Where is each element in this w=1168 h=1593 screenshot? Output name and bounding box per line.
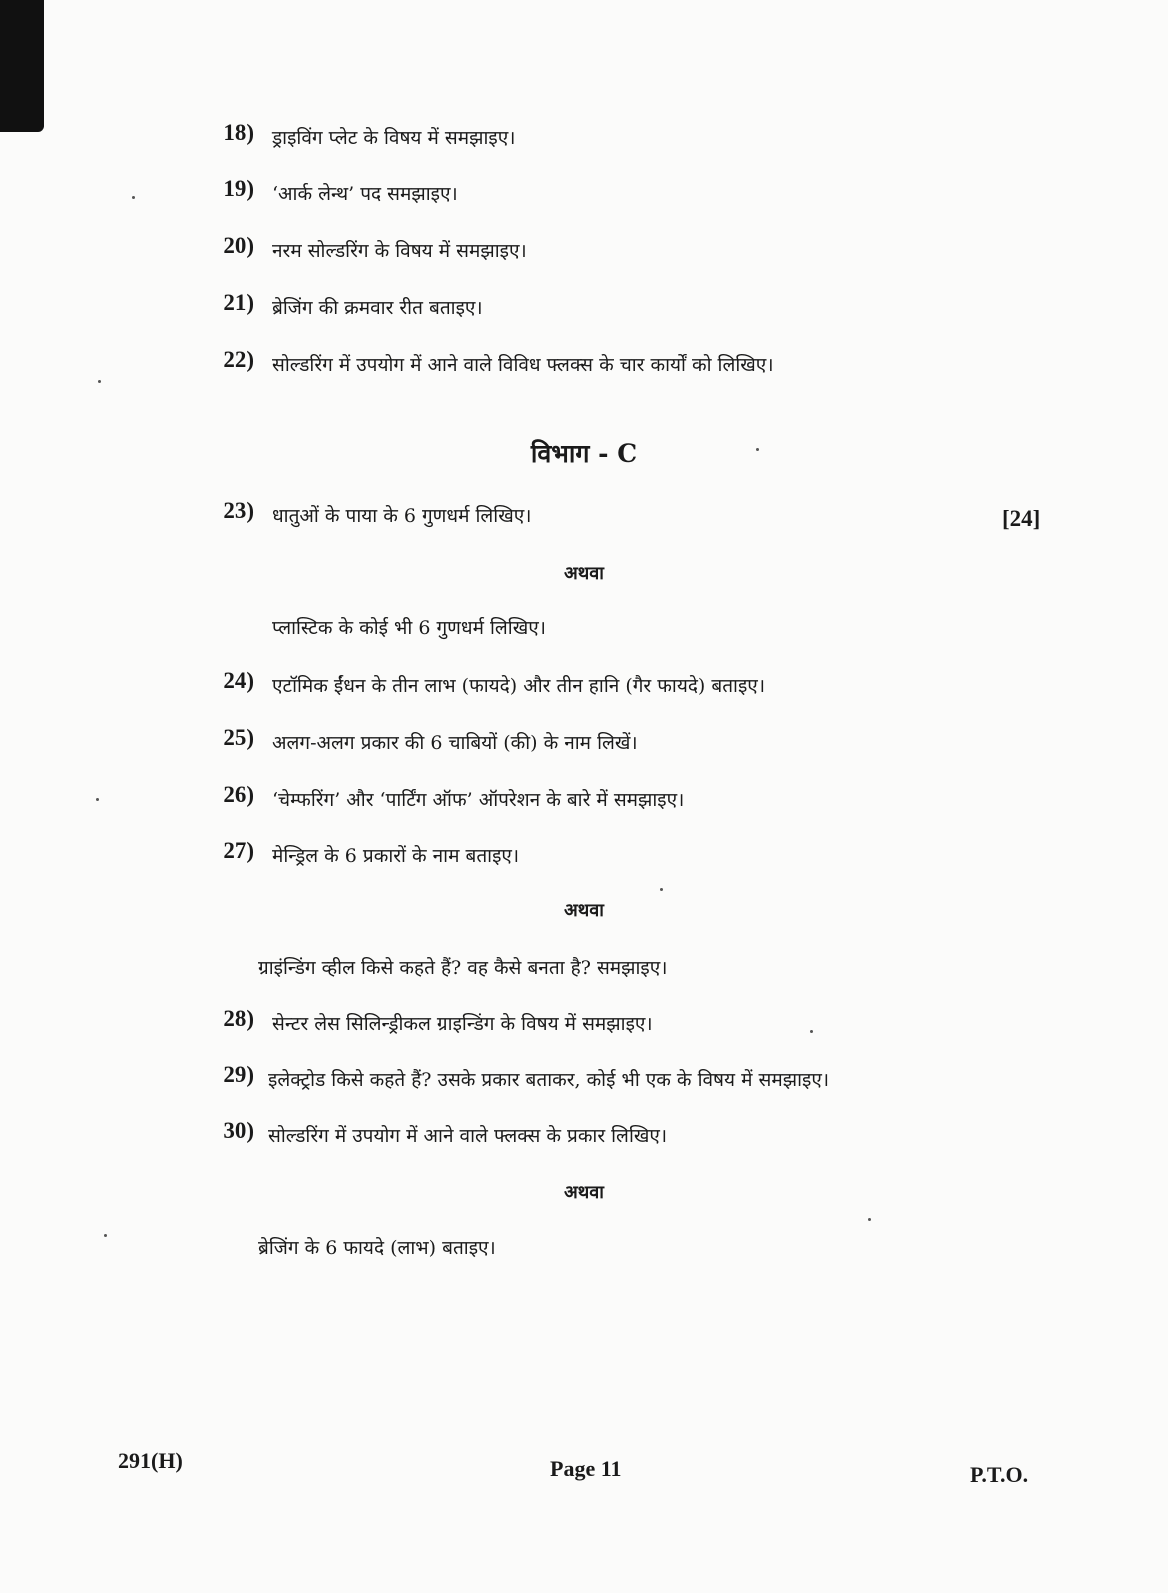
alternative-question-text: ग्राइंन्डिंग व्हील किसे कहते हैं? वह कैसे बनता है? समझाइए। xyxy=(258,957,668,979)
scan-binding-edge xyxy=(0,0,44,132)
section-marks: [24] xyxy=(1002,506,1041,531)
question-number: 21) xyxy=(223,290,254,315)
question-text: अलग-अलग प्रकार की 6 चाबियों (की) के नाम लिखें। xyxy=(272,732,638,754)
question-number: 26) xyxy=(223,782,254,807)
question-text: नरम सोल्डरिंग के विषय में समझाइए। xyxy=(272,240,527,262)
question-text: मेन्ड्रिल के 6 प्रकारों के नाम बताइए। xyxy=(272,845,520,867)
or-separator: अथवा xyxy=(564,563,604,584)
or-separator: अथवा xyxy=(564,900,604,921)
question-number: 28) xyxy=(223,1006,254,1031)
question-number: 22) xyxy=(223,347,254,372)
scan-speck xyxy=(756,448,759,451)
question-text: ड्राइविंग प्लेट के विषय में समझाइए। xyxy=(272,127,516,149)
alternative-question-text: ब्रेजिंग के 6 फायदे (लाभ) बताइए। xyxy=(258,1237,496,1259)
question-number: 20) xyxy=(223,233,254,258)
or-separator: अथवा xyxy=(564,1182,604,1203)
question-number: 18) xyxy=(223,120,254,145)
question-number: 27) xyxy=(223,838,254,863)
scan-speck xyxy=(868,1218,871,1221)
scan-speck xyxy=(132,196,135,199)
question-text: ब्रेजिंग की क्रमवार रीत बताइए। xyxy=(272,297,483,319)
question-text: धातुओं के पाया के 6 गुणधर्म लिखिए। xyxy=(272,505,532,527)
question-text: ‘चेम्फरिंग’ और ‘पार्टिंग ऑफ’ ऑपरेशन के बारे में समझाइए। xyxy=(272,789,685,811)
scan-speck xyxy=(660,888,663,891)
question-number: 25) xyxy=(223,725,254,750)
question-text: सोल्डरिंग में उपयोग में आने वाले फ्लक्स के प्रकार लिखिए। xyxy=(268,1125,668,1147)
please-turn-over: P.T.O. xyxy=(970,1462,1029,1487)
question-number: 30) xyxy=(223,1118,254,1143)
question-text: सेन्टर लेस सिलिन्ड्रीकल ग्राइन्डिंग के विषय में समझाइए। xyxy=(272,1013,653,1035)
question-number: 19) xyxy=(223,176,254,201)
question-text: सोल्डरिंग में उपयोग में आने वाले विविध फ्लक्स के चार कार्यों को लिखिए। xyxy=(272,354,774,376)
alternative-question-text: प्लास्टिक के कोई भी 6 गुणधर्म लिखिए। xyxy=(272,617,546,639)
question-text: ‘आर्क लेन्थ’ पद समझाइए। xyxy=(272,183,458,205)
question-text: इलेक्ट्रोड किसे कहते हैं? उसके प्रकार बताकर, कोई भी एक के विषय में समझाइए। xyxy=(268,1069,830,1091)
question-number: 23) xyxy=(223,498,254,523)
scan-speck xyxy=(96,798,99,801)
section-title: विभाग - C xyxy=(530,439,638,468)
paper-code: 291(H) xyxy=(118,1448,183,1473)
question-text: एटॉमिक ईंधन के तीन लाभ (फायदे) और तीन हानि (गैर फायदे) बताइए। xyxy=(272,675,766,697)
scan-speck xyxy=(104,1234,107,1237)
question-number: 24) xyxy=(223,668,254,693)
scan-speck xyxy=(98,380,101,383)
scan-speck xyxy=(810,1030,813,1033)
page-number: Page 11 xyxy=(550,1456,622,1481)
question-number: 29) xyxy=(223,1062,254,1087)
